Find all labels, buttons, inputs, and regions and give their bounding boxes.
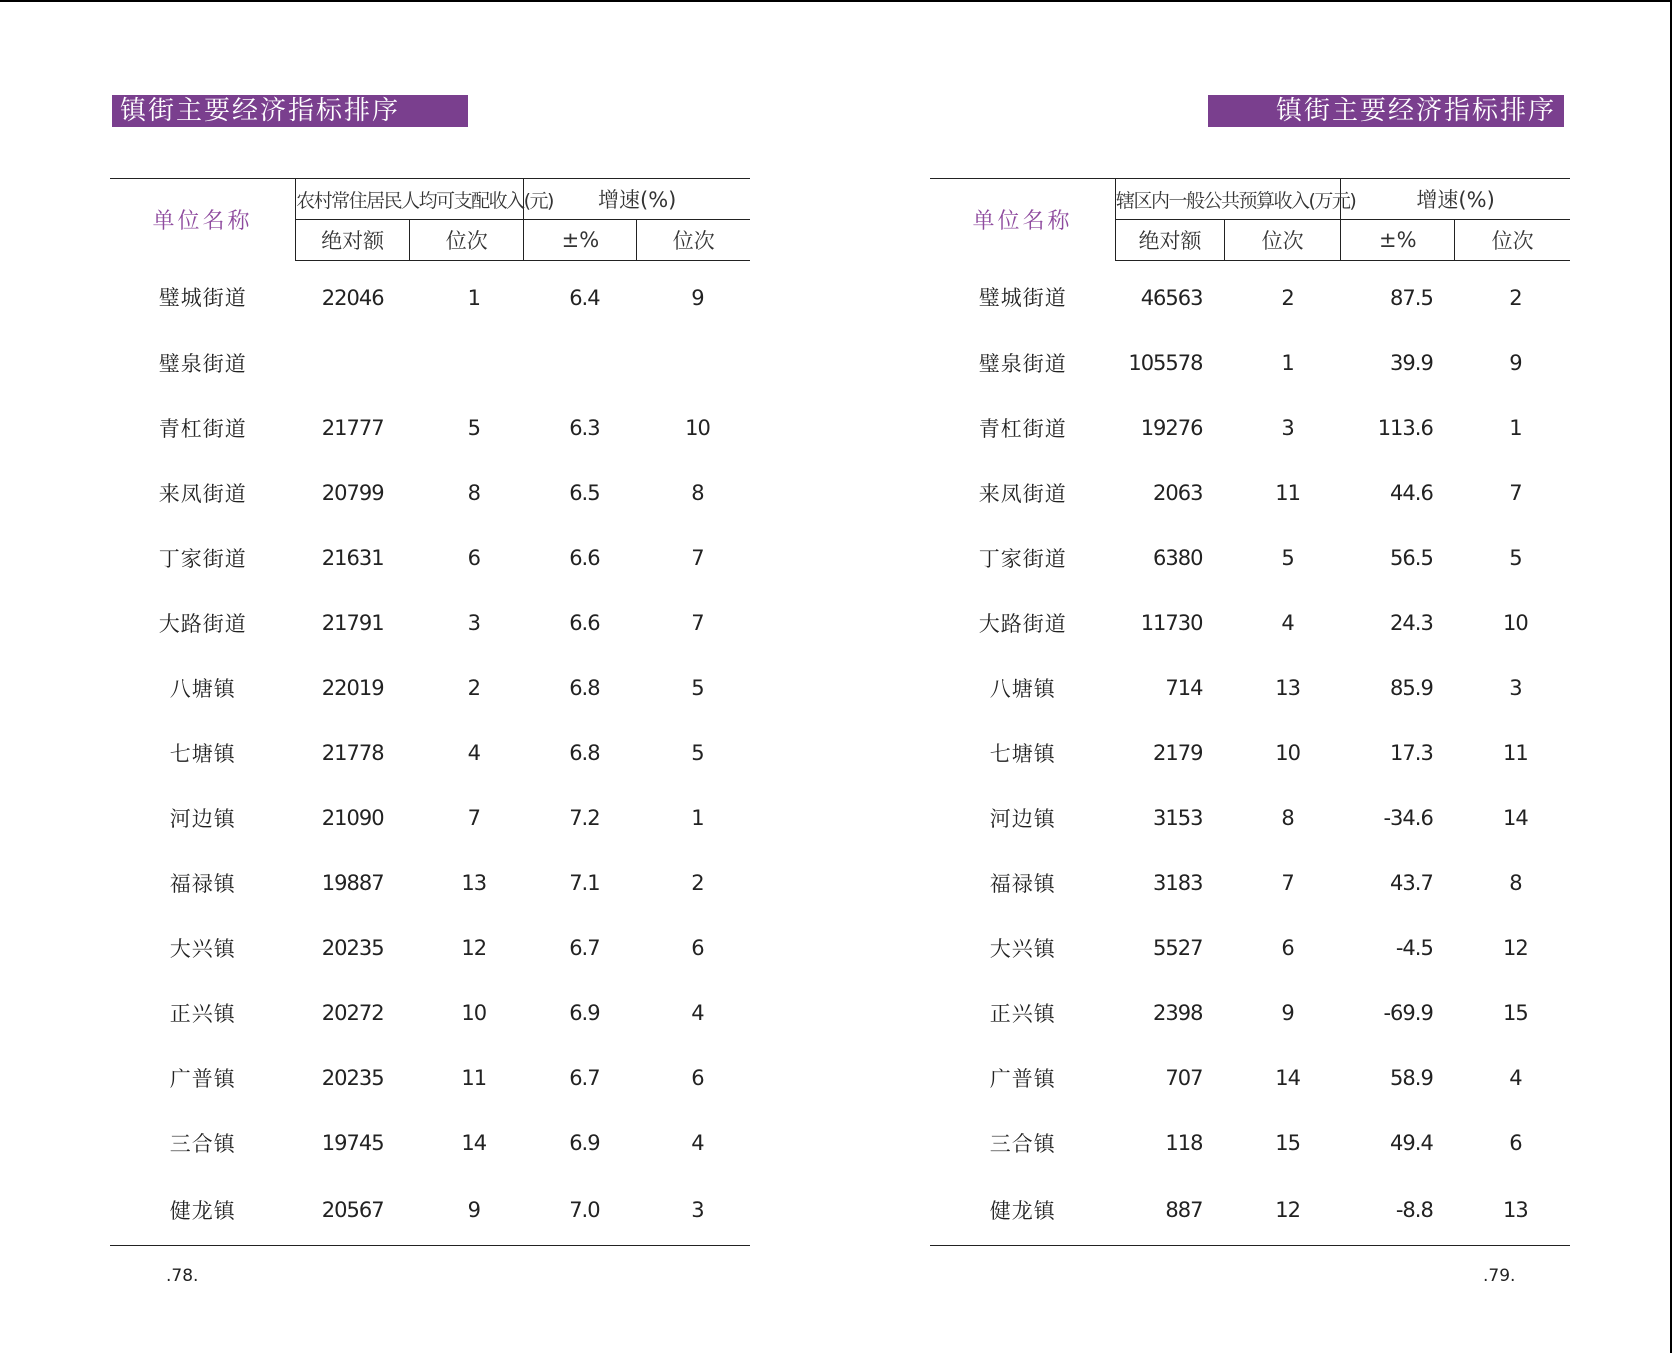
absolute-value: 46563 — [1140, 285, 1203, 310]
table-row — [110, 590, 750, 655]
absolute-value: 19276 — [1140, 415, 1203, 440]
absolute-value: 6380 — [1153, 545, 1203, 570]
unit-name: 健龙镇 — [110, 1175, 296, 1246]
rank-value: 7 — [1281, 870, 1294, 895]
growth-rank: 7 — [1509, 480, 1522, 505]
absolute-value: 20567 — [296, 1175, 410, 1246]
unit-name: 福禄镇 — [169, 871, 236, 896]
table-row — [930, 785, 1570, 850]
absolute-value: 21778 — [321, 740, 384, 765]
growth-percent: 6.7 — [569, 1065, 600, 1090]
absolute-value: 20235 — [321, 1065, 384, 1090]
growth-percent: 56.5 — [1390, 545, 1433, 570]
rank-value — [410, 330, 524, 395]
table-row — [930, 915, 1570, 980]
growth-rank: 10 — [1503, 610, 1528, 635]
rank-value: 12 — [1225, 1175, 1341, 1246]
table-row — [930, 1175, 1570, 1246]
growth-percent: 6.7 — [569, 935, 600, 960]
growth-header: 增速(%) — [524, 179, 750, 220]
rank-value: 13 — [461, 870, 487, 895]
table-row — [110, 1175, 750, 1246]
growth-rank: 5 — [691, 675, 704, 700]
unit-name: 河边镇 — [989, 806, 1056, 831]
growth-rank: 5 — [1509, 545, 1522, 570]
growth-rank: 2 — [691, 870, 704, 895]
growth-percent: 6.8 — [569, 675, 600, 700]
page-title-banner: 镇街主要经济指标排序 — [112, 95, 468, 127]
growth-rank-header: 位次 — [637, 220, 750, 261]
page-number: .78. — [166, 1266, 199, 1286]
table-row — [930, 850, 1570, 915]
rank-value: 8 — [467, 480, 480, 505]
unit-name: 青杠街道 — [978, 416, 1067, 441]
growth-rank: 1 — [1509, 415, 1522, 440]
unit-name: 来凤街道 — [158, 481, 247, 506]
growth-rank: 12 — [1503, 935, 1528, 960]
growth-rank: 3 — [1509, 675, 1522, 700]
unit-name: 八塘镇 — [989, 676, 1056, 701]
unit-name-header: 单位名称 — [930, 179, 1115, 261]
table-row — [110, 915, 750, 980]
growth-percent: 6.9 — [569, 1130, 600, 1155]
absolute-value: 2063 — [1153, 480, 1203, 505]
rank-value: 2 — [467, 675, 480, 700]
table-row — [110, 525, 750, 590]
growth-rank: 5 — [691, 740, 704, 765]
unit-name: 八塘镇 — [169, 676, 236, 701]
absolute-value: 22046 — [321, 285, 384, 310]
absolute-value: 21791 — [321, 610, 384, 635]
unit-name: 大兴镇 — [989, 936, 1056, 961]
absolute-value: 3153 — [1153, 805, 1203, 830]
unit-name: 大路街道 — [158, 611, 247, 636]
rank-value: 3 — [467, 610, 480, 635]
rank-value: 6 — [1281, 935, 1294, 960]
growth-percent: 6.4 — [569, 285, 600, 310]
table-row — [930, 1110, 1570, 1175]
growth-percent: -8.8 — [1341, 1175, 1455, 1246]
unit-name: 三合镇 — [169, 1131, 236, 1156]
absolute-value — [296, 330, 410, 395]
table-row — [110, 460, 750, 525]
growth-percent: 6.6 — [569, 545, 600, 570]
rank-value: 5 — [467, 415, 480, 440]
table-row — [930, 330, 1570, 395]
unit-name: 七塘镇 — [169, 741, 236, 766]
unit-name: 璧泉街道 — [978, 351, 1067, 376]
growth-rank: 1 — [691, 805, 704, 830]
table-row — [110, 395, 750, 460]
growth-rank: 10 — [685, 415, 710, 440]
unit-name: 璧泉街道 — [158, 351, 247, 376]
growth-rank: 2 — [1509, 285, 1522, 310]
growth-percent: 43.7 — [1390, 870, 1433, 895]
rank-value: 1 — [1281, 350, 1294, 375]
growth-percent: 113.6 — [1377, 415, 1433, 440]
growth-rank: 7 — [691, 610, 704, 635]
unit-name: 璧城街道 — [158, 286, 247, 311]
absolute-value: 22019 — [321, 675, 384, 700]
growth-percent: -34.6 — [1383, 805, 1433, 830]
growth-rank: 4 — [691, 1130, 704, 1155]
rank-value: 15 — [1275, 1130, 1300, 1155]
rank-value: 14 — [461, 1130, 487, 1155]
unit-name: 正兴镇 — [169, 1001, 236, 1026]
growth-percent: 6.6 — [569, 610, 600, 635]
rank-value: 6 — [467, 545, 480, 570]
growth-percent: 24.3 — [1390, 610, 1433, 635]
page-number: .79. — [1483, 1266, 1516, 1286]
percent-header: ±% — [1341, 220, 1455, 261]
table-row — [930, 720, 1570, 785]
unit-name: 来凤街道 — [978, 481, 1067, 506]
absolute-value: 118 — [1165, 1130, 1203, 1155]
rank-value: 3 — [1281, 415, 1294, 440]
table-row — [930, 525, 1570, 590]
table-row — [930, 1045, 1570, 1110]
rank-value: 10 — [1275, 740, 1300, 765]
growth-percent: 7.0 — [524, 1175, 637, 1246]
growth-percent: 49.4 — [1390, 1130, 1433, 1155]
rank-value: 13 — [1275, 675, 1300, 700]
rank-header: 位次 — [1225, 220, 1341, 261]
growth-rank: 13 — [1455, 1175, 1570, 1246]
rural-income-ranking-table — [110, 178, 750, 1246]
growth-percent: 6.5 — [569, 480, 600, 505]
table-row — [930, 590, 1570, 655]
table-row — [930, 460, 1570, 525]
table-row — [930, 395, 1570, 460]
absolute-value: 20235 — [321, 935, 384, 960]
absolute-value: 11730 — [1140, 610, 1203, 635]
growth-header: 增速(%) — [1341, 179, 1570, 220]
table-row — [110, 850, 750, 915]
rank-value: 4 — [467, 740, 480, 765]
absolute-value: 20272 — [321, 1000, 384, 1025]
rank-value: 4 — [1281, 610, 1294, 635]
growth-percent: 85.9 — [1390, 675, 1433, 700]
growth-rank: 9 — [1509, 350, 1522, 375]
growth-rank: 14 — [1503, 805, 1528, 830]
growth-rank: 6 — [691, 935, 704, 960]
growth-rank: 3 — [637, 1175, 750, 1246]
absolute-value: 707 — [1165, 1065, 1203, 1090]
unit-name: 璧城街道 — [978, 286, 1067, 311]
growth-rank: 4 — [691, 1000, 704, 1025]
growth-percent: 17.3 — [1390, 740, 1433, 765]
table-row — [110, 1045, 750, 1110]
unit-name: 健龙镇 — [930, 1175, 1115, 1246]
unit-name: 大路街道 — [978, 611, 1067, 636]
table-row — [110, 1110, 750, 1175]
absolute-value: 21090 — [321, 805, 384, 830]
rank-value: 7 — [467, 805, 480, 830]
table-row — [110, 330, 750, 395]
unit-name: 丁家街道 — [978, 546, 1067, 571]
page-title-banner: 镇街主要经济指标排序 — [1208, 95, 1564, 127]
unit-name: 河边镇 — [169, 806, 236, 831]
growth-percent: 6.8 — [569, 740, 600, 765]
growth-rank-header: 位次 — [1455, 220, 1570, 261]
growth-rank: 9 — [691, 285, 704, 310]
unit-name: 正兴镇 — [989, 1001, 1056, 1026]
absolute-header: 绝对额 — [1115, 220, 1224, 261]
absolute-value: 714 — [1165, 675, 1203, 700]
growth-percent: 87.5 — [1390, 285, 1433, 310]
growth-percent: 7.2 — [569, 805, 600, 830]
absolute-value: 3183 — [1153, 870, 1203, 895]
unit-name-header: 单位名称 — [110, 179, 296, 261]
rank-header: 位次 — [410, 220, 524, 261]
table-row — [930, 261, 1570, 331]
growth-rank: 6 — [1509, 1130, 1522, 1155]
absolute-value: 2179 — [1153, 740, 1203, 765]
metric-header: 辖区内一般公共预算收入(万元) — [1115, 179, 1340, 220]
unit-name: 广普镇 — [169, 1066, 236, 1091]
growth-percent: 6.9 — [569, 1000, 600, 1025]
table-row — [930, 980, 1570, 1045]
unit-name: 青杠街道 — [158, 416, 247, 441]
rank-value: 14 — [1275, 1065, 1300, 1090]
absolute-value: 19745 — [321, 1130, 384, 1155]
unit-name: 丁家街道 — [158, 546, 247, 571]
growth-rank — [637, 330, 750, 395]
growth-rank: 6 — [691, 1065, 704, 1090]
absolute-value: 21777 — [321, 415, 384, 440]
absolute-value: 105578 — [1128, 350, 1203, 375]
table-row — [110, 785, 750, 850]
growth-percent: 6.3 — [569, 415, 600, 440]
rank-value: 10 — [461, 1000, 487, 1025]
table-row — [930, 655, 1570, 720]
rank-value: 11 — [1275, 480, 1300, 505]
absolute-value: 21631 — [321, 545, 384, 570]
rank-value: 9 — [410, 1175, 524, 1246]
growth-rank: 8 — [691, 480, 704, 505]
table-row — [110, 720, 750, 785]
growth-rank: 15 — [1503, 1000, 1528, 1025]
absolute-value: 5527 — [1153, 935, 1203, 960]
percent-header: ±% — [524, 220, 637, 261]
table-row — [110, 980, 750, 1045]
absolute-value: 20799 — [321, 480, 384, 505]
absolute-value: 19887 — [321, 870, 384, 895]
absolute-value: 2398 — [1153, 1000, 1203, 1025]
rank-value: 5 — [1281, 545, 1294, 570]
unit-name: 大兴镇 — [169, 936, 236, 961]
rank-value: 9 — [1281, 1000, 1294, 1025]
growth-rank: 4 — [1509, 1065, 1522, 1090]
table-row — [110, 655, 750, 720]
growth-percent: 58.9 — [1390, 1065, 1433, 1090]
growth-percent — [524, 330, 637, 395]
unit-name: 广普镇 — [989, 1066, 1056, 1091]
unit-name: 三合镇 — [989, 1131, 1056, 1156]
growth-rank: 7 — [691, 545, 704, 570]
rank-value: 1 — [467, 285, 480, 310]
left-page — [110, 0, 750, 1353]
rank-value: 11 — [461, 1065, 487, 1090]
growth-percent: 44.6 — [1390, 480, 1433, 505]
absolute-value: 887 — [1115, 1175, 1224, 1246]
unit-name: 七塘镇 — [989, 741, 1056, 766]
rank-value: 2 — [1281, 285, 1294, 310]
growth-percent: -4.5 — [1395, 935, 1433, 960]
public-budget-revenue-ranking-table — [930, 178, 1570, 1246]
absolute-header: 绝对额 — [296, 220, 410, 261]
metric-header: 农村常住居民人均可支配收入(元) — [296, 179, 524, 220]
table-row — [110, 261, 750, 331]
rank-value: 12 — [461, 935, 487, 960]
growth-percent: 39.9 — [1390, 350, 1433, 375]
growth-percent: -69.9 — [1383, 1000, 1433, 1025]
growth-rank: 11 — [1503, 740, 1528, 765]
growth-percent: 7.1 — [569, 870, 600, 895]
unit-name: 福禄镇 — [989, 871, 1056, 896]
rank-value: 8 — [1281, 805, 1294, 830]
growth-rank: 8 — [1509, 870, 1522, 895]
right-page — [930, 0, 1570, 1353]
